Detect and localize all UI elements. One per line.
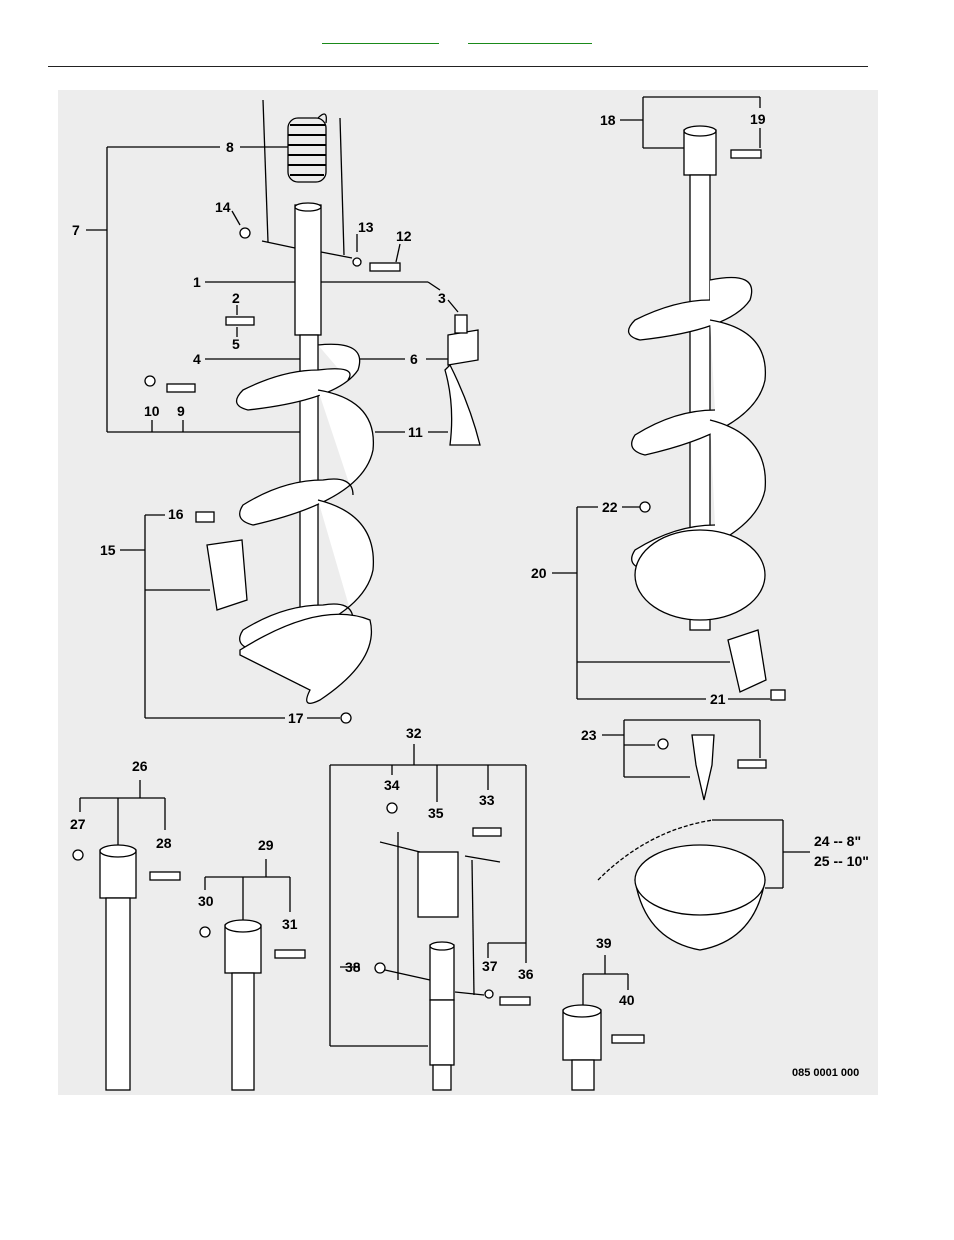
part-label-36: 36 [518,966,534,982]
part-label-5: 5 [232,336,240,352]
part-label-4: 4 [193,351,201,367]
part-label-1: 1 [193,274,201,290]
part-label-28: 28 [156,835,172,851]
part-label-2: 2 [232,290,240,306]
part-label-10: 10 [144,403,160,419]
part-label-27: 27 [70,816,86,832]
part-label-6: 6 [410,351,418,367]
part-label-39: 39 [596,935,612,951]
part-label-26: 26 [132,758,148,774]
part-label-7: 7 [72,222,80,238]
part-label-23: 23 [581,727,597,743]
part-label-35: 35 [428,805,444,821]
part-label-17: 17 [288,710,304,726]
part-label-8: 8 [226,139,234,155]
part-label-29: 29 [258,837,274,853]
part-label-22: 22 [602,499,618,515]
part-label-13: 13 [358,219,374,235]
part-label-16: 16 [168,506,184,522]
part-label-20: 20 [531,565,547,581]
part-label-15: 15 [100,542,116,558]
part-label-11: 11 [408,424,423,440]
part-label-33: 33 [479,792,495,808]
part-label-34: 34 [384,777,400,793]
part-label-21: 21 [710,691,726,707]
part-label-14: 14 [215,199,231,215]
figure-code: 085 0001 000 [792,1067,860,1079]
part-label-9: 9 [177,403,185,419]
part-label-40: 40 [619,992,635,1008]
part-label-32: 32 [406,725,422,741]
part-label-31: 31 [282,916,298,932]
part-label-3: 3 [438,290,446,306]
part-label-37: 37 [482,958,498,974]
part-label-24: 24 -- 8" [814,833,862,849]
part-label-38: 38 [345,959,361,975]
part-label-25: 25 -- 10" [814,853,869,869]
part-label-30: 30 [198,893,214,909]
part-label-19: 19 [750,111,766,127]
part-label-12: 12 [396,228,412,244]
part-label-18: 18 [600,112,616,128]
